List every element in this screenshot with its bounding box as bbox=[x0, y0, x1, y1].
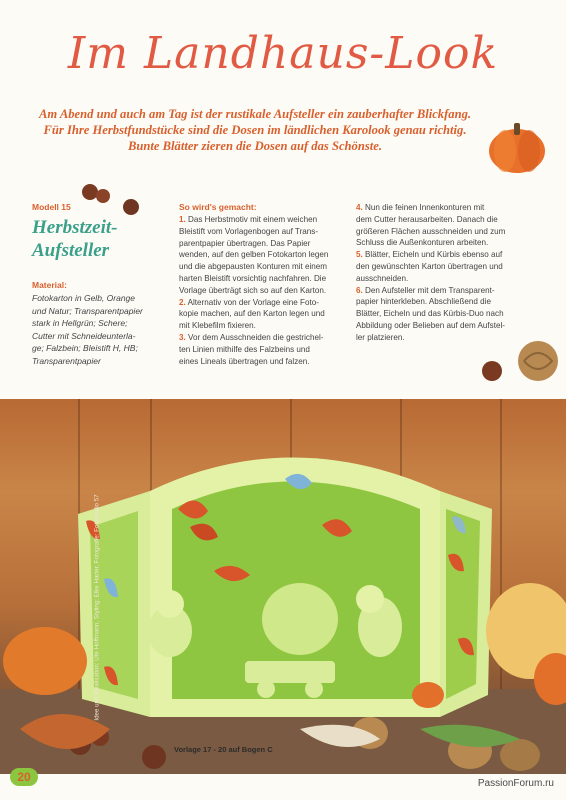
step-line: ler platzieren. bbox=[356, 332, 405, 342]
step-number: 6. bbox=[356, 285, 363, 295]
step-1 bbox=[179, 214, 343, 297]
step-line: Abbildung oder Belieben auf dem Aufstel- bbox=[356, 320, 505, 330]
step-number: 4. bbox=[356, 203, 363, 212]
step-2 bbox=[179, 297, 343, 332]
step-line: dem Cutter herausarbeiten. Danach die bbox=[356, 214, 498, 224]
credits-text: Idee und Realisation: Ute Hoffmann, Styling: Elke Harter, Fotografie: Fotostudio 57 bbox=[93, 494, 101, 721]
step-line: ausschneiden. bbox=[356, 273, 409, 283]
material-line: stark in Hellgrün; Schere; bbox=[32, 318, 128, 328]
instructions-column-2 bbox=[356, 202, 516, 344]
step-line: parentpapier übertragen. Das Papier bbox=[179, 238, 311, 248]
step-line: Vorlage überträgt sich so auf den Karton. bbox=[179, 285, 327, 295]
step-line: Schluss die Außenkonturen arbeiten. bbox=[356, 238, 489, 248]
material-line: Cutter mit Schneideunterla- bbox=[32, 330, 136, 341]
step-line: Blätter, Eicheln und das Kürbis-Duo nach bbox=[356, 309, 504, 319]
chestnuts-image bbox=[76, 180, 142, 216]
project-info bbox=[32, 202, 162, 367]
step-number: 3. bbox=[179, 332, 186, 342]
step-line: mit Klebefilm fixieren. bbox=[179, 321, 256, 331]
material-line: ge; Falzbein; Bleistift H, HB; bbox=[32, 343, 138, 353]
intro-line: Für Ihre Herbstfundstücke sind die Dosen im ländlichen Karolook genau richtig. bbox=[43, 123, 467, 137]
craft-stand-illustration bbox=[0, 399, 566, 774]
step-line: Alternativ von der Vorlage eine Foto- bbox=[187, 297, 319, 307]
intro-line: Am Abend und auch am Tag ist der rustikale Aufsteller ein zauberhafter Blickfang. bbox=[38, 107, 472, 121]
step-5 bbox=[356, 249, 516, 284]
model-label: Modell 15 bbox=[32, 202, 71, 212]
step-line: Den Aufsteller mit dem Transparent- bbox=[365, 285, 495, 295]
step-line: den gewünschten Karton übertragen und bbox=[356, 261, 503, 271]
project-heading bbox=[32, 216, 162, 262]
intro-text bbox=[20, 106, 490, 154]
step-line: wenden, auf den gelben Fotokarton legen bbox=[179, 250, 329, 260]
step-line: Bleistift vom Vorlagenbogen auf Trans- bbox=[179, 226, 319, 236]
step-3 bbox=[179, 332, 343, 367]
material-line: Fotokarton in Gelb, Orange bbox=[32, 293, 136, 303]
step-line: Nun die feinen Innenkonturen mit bbox=[365, 203, 485, 212]
material-line: und Natur; Transparentpapier bbox=[32, 305, 143, 316]
material-list bbox=[32, 292, 162, 367]
heading-line: Aufsteller bbox=[32, 240, 110, 261]
step-line: Blätter, Eicheln und Kürbis ebenso auf bbox=[365, 250, 503, 260]
steps-heading: So wird's gemacht: bbox=[179, 202, 257, 212]
step-line: papier hinterkleben. Abschließend die bbox=[356, 297, 491, 307]
product-photo bbox=[0, 399, 566, 774]
step-number: 2. bbox=[179, 297, 186, 307]
watermark-text: PassionForum.ru bbox=[477, 778, 554, 789]
step-4 bbox=[356, 202, 516, 249]
template-caption: Vorlage 17 - 20 auf Bogen C bbox=[174, 745, 273, 754]
walnut-image bbox=[478, 335, 562, 391]
step-line: Vor dem Ausschneiden die gestrichel- bbox=[188, 332, 324, 342]
page-title: Im Landhaus-Look bbox=[67, 28, 499, 79]
instructions-column-1 bbox=[179, 202, 343, 367]
step-line: und die abgepausten Konturen mit einem bbox=[179, 262, 328, 272]
material-label: Material: bbox=[32, 280, 67, 290]
step-line: Das Herbstmotiv mit einem weichen bbox=[188, 215, 318, 224]
step-line: ten Linien mithilfe des Falzbeins und bbox=[179, 344, 310, 354]
step-line: größeren Flächen ausschneiden und zum bbox=[356, 226, 506, 236]
step-line: eines Lineals übertragen und falzen. bbox=[179, 356, 310, 366]
step-line: harten Bleistift vorsichtig nachfahren. Die bbox=[179, 273, 327, 283]
step-number: 1. bbox=[179, 215, 186, 224]
step-number: 5. bbox=[356, 250, 363, 260]
pumpkin-image bbox=[486, 115, 548, 177]
step-line: kopie machen, auf den Karton legen und bbox=[179, 309, 325, 319]
intro-line: Bunte Blätter zieren die Dosen auf das Schönste. bbox=[127, 139, 382, 153]
heading-line: Herbstzeit- bbox=[32, 217, 118, 238]
material-line: Transparentpapier bbox=[32, 355, 101, 366]
page-number: 20 bbox=[10, 768, 38, 786]
